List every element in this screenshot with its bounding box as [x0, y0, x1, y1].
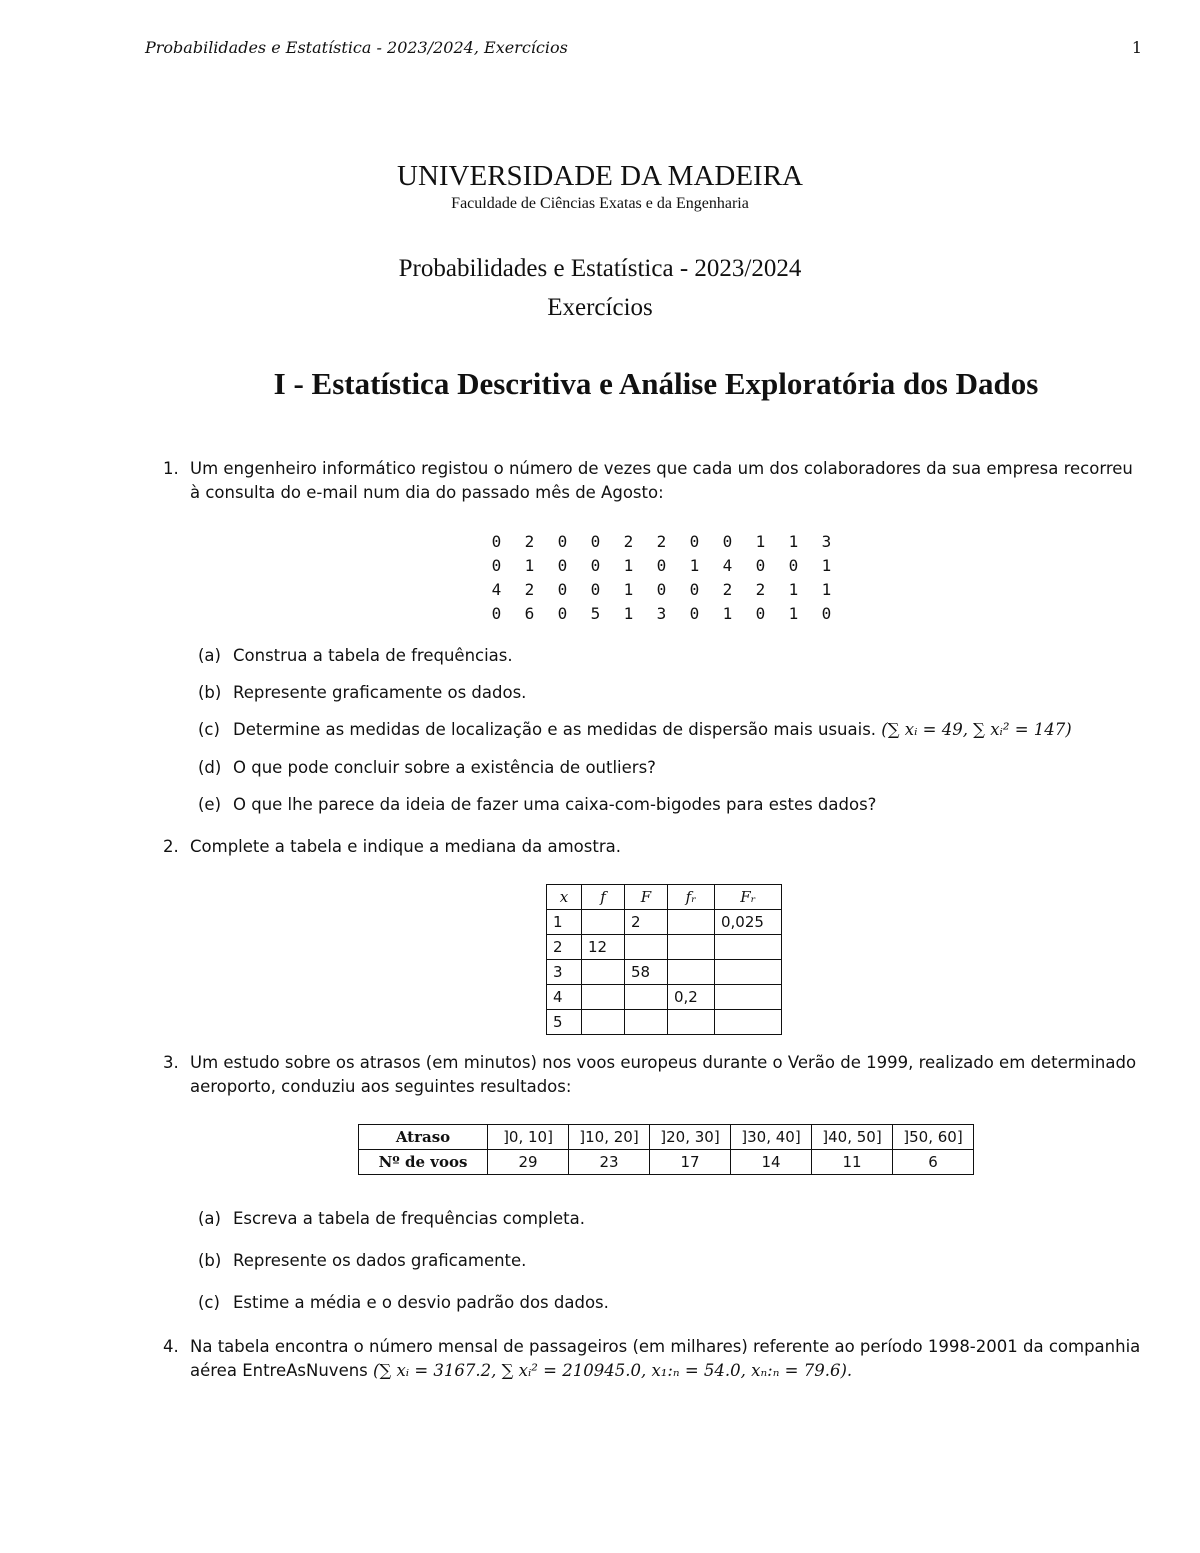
- data-cell: 0: [656, 580, 667, 599]
- data-cell: 3: [656, 604, 667, 623]
- data-cell: 0: [755, 604, 766, 623]
- frequency-table: [546, 884, 782, 1035]
- table-row: [359, 1150, 974, 1175]
- item-text: Construa a tabela de frequências.: [233, 646, 513, 665]
- item-label: (c): [198, 1293, 220, 1312]
- data-cell: 0: [689, 580, 700, 599]
- problem-text-with-math: [190, 1335, 1145, 1383]
- table-cell: 0,2: [668, 985, 715, 1010]
- interval-header: ]0, 10]: [488, 1125, 569, 1150]
- table-row: [547, 1010, 782, 1035]
- problem-number: 4.: [163, 1337, 179, 1356]
- table-cell: [668, 910, 715, 935]
- table-cell: 4: [547, 985, 582, 1010]
- data-cell: 2: [755, 580, 766, 599]
- data-cell: 1: [722, 604, 733, 623]
- flight-count: 23: [569, 1150, 650, 1175]
- data-cell: 0: [755, 556, 766, 575]
- column-header: x: [547, 885, 582, 910]
- interval-header: ]30, 40]: [731, 1125, 812, 1150]
- item-label: (c): [198, 720, 220, 739]
- table-cell: [582, 985, 625, 1010]
- problem-number: 2.: [163, 837, 179, 856]
- table-cell: [582, 1010, 625, 1035]
- data-cell: 0: [788, 556, 799, 575]
- data-cell: 0: [656, 556, 667, 575]
- item-text: Estime a média e o desvio padrão dos dados.: [233, 1293, 609, 1312]
- table-cell: [668, 960, 715, 985]
- item-text: Represente os dados graficamente.: [233, 1251, 527, 1270]
- data-cell: 2: [722, 580, 733, 599]
- table-row: [547, 935, 782, 960]
- problem-text: Um engenheiro informático registou o número de vezes que cada um dos colaboradores da sua empresa recorreu à consulta do e-mail num dia do passado mês de Agosto:: [190, 459, 1133, 502]
- table-cell: 5: [547, 1010, 582, 1035]
- email-data-grid: [480, 530, 843, 626]
- data-cell: 1: [623, 604, 634, 623]
- problem-text: Complete a tabela e indique a mediana da amostra.: [190, 837, 621, 856]
- data-cell: 1: [524, 556, 535, 575]
- data-cell: 2: [656, 532, 667, 551]
- table-cell: [625, 985, 668, 1010]
- data-cell: 0: [491, 604, 502, 623]
- table-cell: [715, 1010, 782, 1035]
- data-cell: 2: [524, 580, 535, 599]
- faculty-name: Faculdade de Ciências Exatas e da Engenharia: [451, 195, 749, 212]
- table-cell: 1: [547, 910, 582, 935]
- table-cell: 2: [547, 935, 582, 960]
- section-heading: I - Estatística Descritiva e Análise Exploratória dos Dados: [273, 366, 1039, 401]
- data-cell: 1: [788, 604, 799, 623]
- problem-text: Na tabela encontra o número mensal de passageiros (em milhares) referente ao período 1998-2001 da companhia aérea EntreAsNuvens: [190, 1337, 1141, 1380]
- data-cell: 1: [755, 532, 766, 551]
- table-cell: 2: [625, 910, 668, 935]
- data-row: [480, 554, 843, 578]
- data-cell: 1: [821, 556, 832, 575]
- data-cell: 0: [557, 580, 568, 599]
- table-row: [359, 1125, 974, 1150]
- sum-formula: (∑ xᵢ = 3167.2, ∑ xᵢ² = 210945.0, x₁:ₙ = 54.0, xₙ:ₙ = 79.6).: [373, 1361, 853, 1380]
- item-text: Escreva a tabela de frequências completa.: [233, 1209, 585, 1228]
- interval-header: ]10, 20]: [569, 1125, 650, 1150]
- page-number: 1: [1131, 38, 1142, 57]
- data-cell: 1: [689, 556, 700, 575]
- table-header-row: [547, 885, 782, 910]
- table-row: [547, 910, 782, 935]
- data-cell: 1: [788, 532, 799, 551]
- flight-count: 17: [650, 1150, 731, 1175]
- data-cell: 2: [524, 532, 535, 551]
- data-cell: 0: [590, 556, 601, 575]
- table-cell: [625, 935, 668, 960]
- interval-header: ]50, 60]: [893, 1125, 974, 1150]
- table-cell: [582, 910, 625, 935]
- data-cell: 0: [557, 604, 568, 623]
- table-cell: [715, 985, 782, 1010]
- column-header: fᵣ: [668, 885, 715, 910]
- data-cell: 0: [689, 604, 700, 623]
- item-label: (a): [198, 1209, 221, 1228]
- sum-formula: (∑ xᵢ = 49, ∑ xᵢ² = 147): [881, 720, 1072, 739]
- data-cell: 3: [821, 532, 832, 551]
- item-label: (d): [198, 758, 222, 777]
- item-text: Represente graficamente os dados.: [233, 683, 527, 702]
- item-text: O que lhe parece da ideia de fazer uma caixa-com-bigodes para estes dados?: [233, 795, 877, 814]
- table-cell: 12: [582, 935, 625, 960]
- data-cell: 0: [557, 556, 568, 575]
- item-label: (a): [198, 646, 221, 665]
- data-cell: 4: [722, 556, 733, 575]
- item-text: O que pode concluir sobre a existência de outliers?: [233, 758, 656, 777]
- data-cell: 2: [623, 532, 634, 551]
- table-cell: 3: [547, 960, 582, 985]
- item-text-with-math: [233, 718, 1143, 742]
- column-header: F: [625, 885, 668, 910]
- university-name: UNIVERSIDADE DA MADEIRA: [397, 160, 803, 192]
- data-cell: 0: [722, 532, 733, 551]
- data-cell: 0: [689, 532, 700, 551]
- column-header: Fᵣ: [715, 885, 782, 910]
- data-cell: 4: [491, 580, 502, 599]
- table-cell: 0,025: [715, 910, 782, 935]
- table-cell: [582, 960, 625, 985]
- problem-text: Um estudo sobre os atrasos (em minutos) nos voos europeus durante o Verão de 1999, realizado em determinado aeroporto, conduziu aos seguintes resultados:: [190, 1053, 1137, 1096]
- data-cell: 1: [623, 556, 634, 575]
- data-cell: 0: [821, 604, 832, 623]
- interval-header: ]40, 50]: [812, 1125, 893, 1150]
- flight-count: 6: [893, 1150, 974, 1175]
- table-cell: [668, 1010, 715, 1035]
- document-subtitle: Exercícios: [547, 294, 653, 321]
- table-cell: [715, 935, 782, 960]
- data-cell: 1: [623, 580, 634, 599]
- row-label: Atraso: [359, 1125, 488, 1150]
- flight-count: 14: [731, 1150, 812, 1175]
- running-title: Probabilidades e Estatística - 2023/2024, Exercícios: [145, 38, 568, 57]
- data-row: [480, 530, 843, 554]
- item-text: Determine as medidas de localização e as medidas de dispersão mais usuais.: [233, 720, 877, 739]
- data-row: [480, 602, 843, 626]
- data-cell: 0: [491, 556, 502, 575]
- data-cell: 0: [491, 532, 502, 551]
- data-cell: 5: [590, 604, 601, 623]
- delay-table: [358, 1124, 974, 1175]
- problem-number: 1.: [163, 459, 179, 478]
- table-row: [547, 960, 782, 985]
- data-cell: 0: [557, 532, 568, 551]
- table-cell: [668, 935, 715, 960]
- data-cell: 1: [821, 580, 832, 599]
- course-title: Probabilidades e Estatística - 2023/2024: [398, 255, 802, 282]
- data-cell: 0: [590, 580, 601, 599]
- row-label: Nº de voos: [359, 1150, 488, 1175]
- data-cell: 6: [524, 604, 535, 623]
- flight-count: 11: [812, 1150, 893, 1175]
- data-cell: 1: [788, 580, 799, 599]
- table-cell: [715, 960, 782, 985]
- flight-count: 29: [488, 1150, 569, 1175]
- interval-header: ]20, 30]: [650, 1125, 731, 1150]
- item-label: (b): [198, 683, 222, 702]
- item-label: (e): [198, 795, 222, 814]
- data-row: [480, 578, 843, 602]
- problem-number: 3.: [163, 1053, 179, 1072]
- column-header: f: [582, 885, 625, 910]
- table-cell: [625, 1010, 668, 1035]
- item-label: (b): [198, 1251, 222, 1270]
- data-cell: 0: [590, 532, 601, 551]
- table-cell: 58: [625, 960, 668, 985]
- table-row: [547, 985, 782, 1010]
